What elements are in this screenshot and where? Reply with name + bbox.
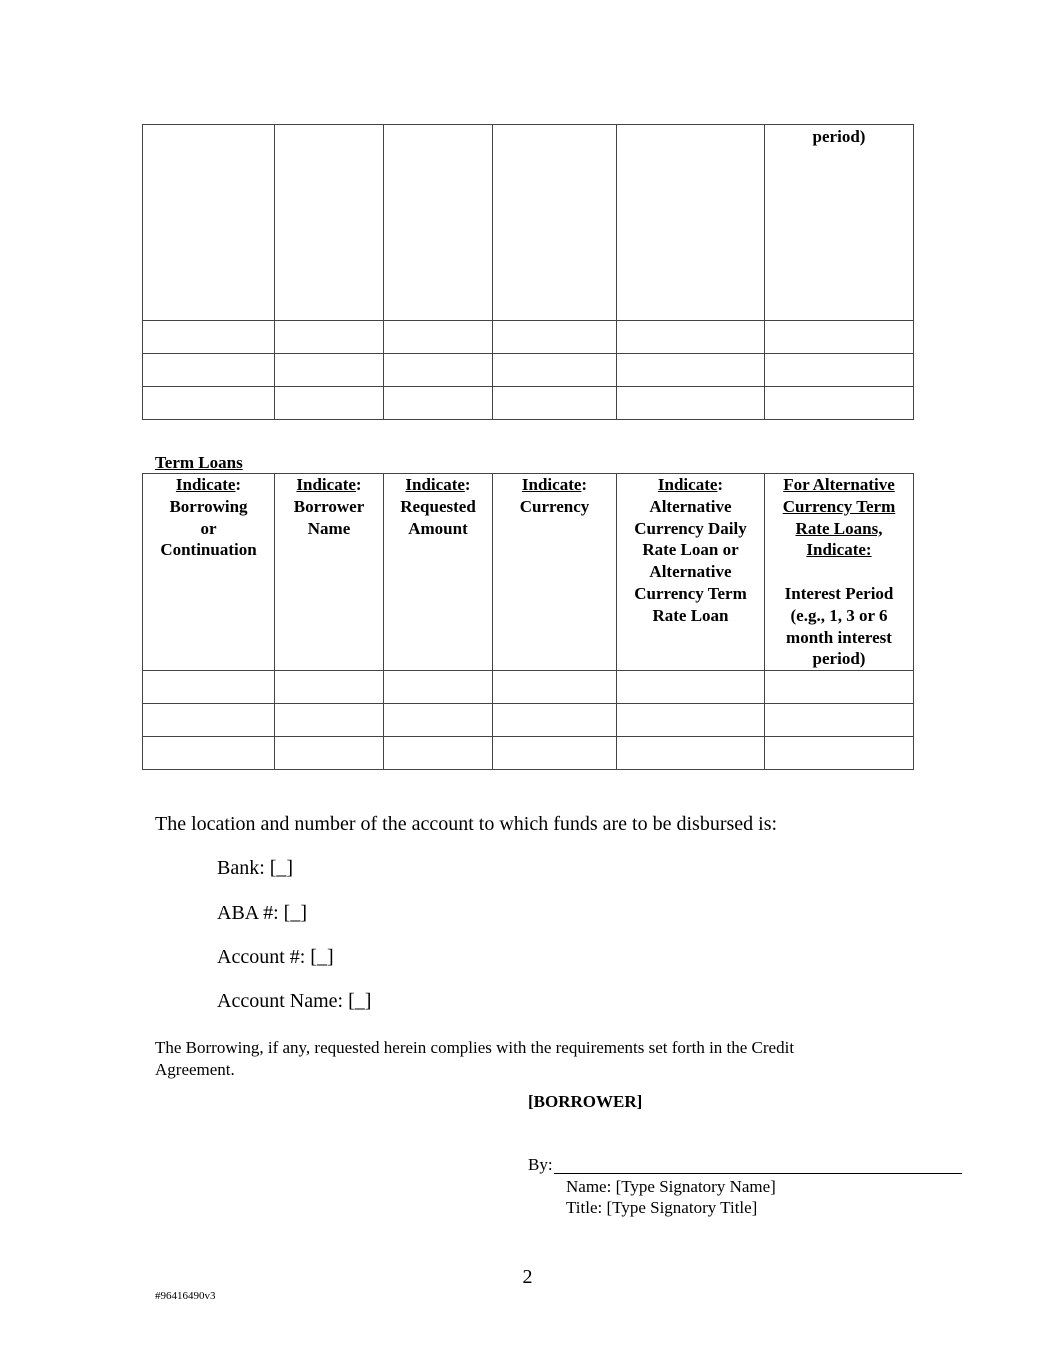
table-cell	[275, 737, 384, 770]
header-line: Currency Daily	[634, 518, 747, 538]
table-cell	[617, 737, 765, 770]
table-cell	[493, 354, 617, 387]
compliance-line: The Borrowing, if any, requested herein complies with the requirements set forth in the Credit	[155, 1038, 795, 1057]
table-cell	[384, 704, 493, 737]
table-cell	[493, 125, 617, 321]
table-cell	[617, 354, 765, 387]
table-cell	[493, 704, 617, 737]
header-line: Borrowing	[169, 496, 248, 516]
table-cell	[617, 125, 765, 321]
table-cell	[765, 671, 914, 704]
table-cell	[617, 387, 765, 420]
bank-field: Bank: [_]	[217, 857, 294, 879]
header-line: Indicate:	[806, 540, 872, 560]
header-line: Rate Loan	[652, 605, 729, 625]
signature-by-line	[528, 1154, 962, 1176]
table-cell	[275, 354, 384, 387]
table-cell	[384, 671, 493, 704]
table-cell	[143, 321, 275, 354]
account-intro: The location and number of the account to which funds are to be disbursed is:	[155, 813, 778, 835]
table-cell	[384, 354, 493, 387]
header-borrowing-or-continuation	[143, 474, 275, 671]
header-line: Rate Loan or	[642, 540, 739, 560]
table-cell	[143, 671, 275, 704]
compliance-statement	[155, 1037, 794, 1081]
table-row	[143, 737, 914, 770]
aba-field: ABA #: [_]	[217, 902, 307, 924]
header-line: Currency Term	[782, 496, 896, 516]
indicate-label: Indicate	[405, 475, 465, 494]
account-number-field: Account #: [_]	[217, 946, 334, 968]
page-number: 2	[522, 1266, 533, 1288]
table-cell	[143, 125, 275, 321]
signatory-name: Name: [Type Signatory Name]	[566, 1177, 776, 1196]
table-row	[143, 704, 914, 737]
table-cell	[384, 387, 493, 420]
colon: :	[355, 475, 362, 494]
table-cell	[617, 671, 765, 704]
table-cell	[143, 737, 275, 770]
header-interest-period	[765, 474, 914, 671]
header-requested-amount	[384, 474, 493, 671]
table-cell	[493, 321, 617, 354]
table-cell	[143, 354, 275, 387]
table-cell	[143, 704, 275, 737]
document-id: #96416490v3	[155, 1290, 216, 1302]
table-cell	[765, 354, 914, 387]
header-line: Alternative	[649, 496, 732, 516]
table-cell	[275, 704, 384, 737]
table-cell	[765, 125, 914, 321]
header-borrower-name	[275, 474, 384, 671]
indicate-label: Indicate	[521, 475, 582, 494]
table-cell	[765, 704, 914, 737]
table-cell	[617, 321, 765, 354]
table-row	[143, 321, 914, 354]
header-line: Currency Term	[634, 583, 747, 603]
signatory-title: Title: [Type Signatory Title]	[566, 1198, 758, 1217]
table-cell	[384, 125, 493, 321]
table-row	[143, 354, 914, 387]
header-line: Continuation	[160, 540, 257, 560]
table-cell	[275, 387, 384, 420]
table-cell	[384, 737, 493, 770]
continued-table	[142, 124, 914, 420]
table-cell	[765, 321, 914, 354]
term-loans-heading: Term Loans	[155, 453, 243, 472]
colon: :	[235, 475, 242, 494]
table-cell	[275, 125, 384, 321]
table-header-row	[143, 474, 914, 671]
table-row	[143, 387, 914, 420]
table-cell	[143, 387, 275, 420]
header-line: Currency	[519, 496, 590, 516]
indicate-label: Indicate	[296, 475, 356, 494]
colon: :	[464, 475, 471, 494]
table-cell	[493, 671, 617, 704]
colon: :	[717, 475, 724, 494]
header-line: period)	[812, 649, 866, 669]
table-cell	[275, 321, 384, 354]
indicate-label: Indicate	[175, 475, 236, 494]
table-cell	[493, 737, 617, 770]
header-line: Amount	[408, 518, 468, 538]
table-cell	[765, 387, 914, 420]
header-line: Name	[307, 518, 351, 538]
header-line: Requested	[400, 496, 476, 516]
indicate-label: Indicate	[657, 475, 718, 494]
header-currency	[493, 474, 617, 671]
signature-rule	[554, 1173, 962, 1174]
header-line: Rate Loans,	[795, 518, 883, 538]
table-row	[143, 125, 914, 321]
header-line: For Alternative	[783, 475, 895, 494]
compliance-line: Agreement.	[155, 1060, 235, 1079]
header-line: Alternative	[649, 562, 732, 582]
header-line: (e.g., 1, 3 or 6	[790, 605, 888, 625]
by-label: By:	[528, 1155, 553, 1174]
table-cell	[617, 704, 765, 737]
term-loans-table	[142, 473, 914, 770]
table-row	[143, 671, 914, 704]
table-cell	[275, 671, 384, 704]
colon: :	[581, 475, 588, 494]
header-line: month interest	[786, 627, 892, 647]
header-loan-type	[617, 474, 765, 671]
borrower-label: [BORROWER]	[528, 1092, 643, 1111]
table-cell	[384, 321, 493, 354]
header-line: or	[200, 518, 217, 538]
table-cell	[765, 737, 914, 770]
account-name-field: Account Name: [_]	[217, 990, 372, 1012]
header-continuation-text: period)	[812, 127, 866, 146]
table-cell	[493, 387, 617, 420]
header-line: Borrower	[293, 496, 365, 516]
header-line: Interest Period	[784, 583, 894, 603]
